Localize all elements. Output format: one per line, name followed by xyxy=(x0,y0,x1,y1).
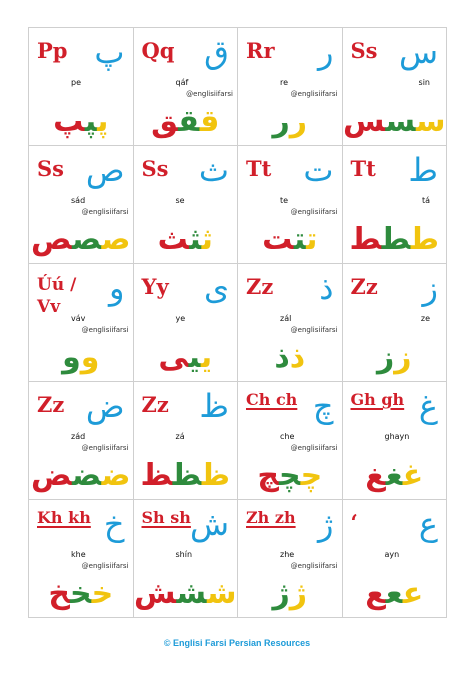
letter-card-se xyxy=(134,146,239,264)
persian-letter: ط xyxy=(408,151,438,189)
letter-name: ye xyxy=(175,314,186,323)
letter-name: khe xyxy=(71,550,86,559)
letter-forms: ثثث xyxy=(157,222,213,257)
letter-card-ze xyxy=(343,264,448,382)
letter-name: shín xyxy=(175,550,193,559)
persian-letter: غ xyxy=(418,387,438,425)
persian-letter: ث xyxy=(198,151,229,189)
latin-letters: Qq xyxy=(141,38,175,63)
letter-name: se xyxy=(175,196,185,205)
watermark-handle: @englisiifarsi xyxy=(290,208,338,216)
persian-letter: س xyxy=(398,33,438,71)
letter-forms: غغغ xyxy=(365,458,424,493)
letter-forms: ققق xyxy=(151,104,220,139)
letter-card-te xyxy=(238,146,343,264)
persian-letter: خ xyxy=(103,505,125,543)
persian-letter: ش xyxy=(189,505,229,543)
latin-letters: Gh gh xyxy=(350,390,405,409)
watermark-handle: @englisiifarsi xyxy=(81,208,129,216)
persian-letter: و xyxy=(109,269,125,307)
letter-name: sád xyxy=(71,196,86,205)
latin-letters: Úú / Vv xyxy=(37,275,77,317)
watermark-handle: @englisiifarsi xyxy=(186,90,233,98)
letter-card-shin xyxy=(134,500,239,618)
persian-letter: ق xyxy=(204,33,229,71)
letter-forms: پپپ xyxy=(53,104,109,139)
watermark-handle: @englisiifarsi xyxy=(290,444,338,452)
latin-letters: Zz xyxy=(350,274,378,299)
letter-card-qaf xyxy=(134,28,239,146)
letter-name: che xyxy=(280,432,295,441)
letter-forms: رر xyxy=(272,104,308,139)
persian-letter: ز xyxy=(422,269,438,307)
watermark-handle: @englisiifarsi xyxy=(290,90,338,98)
persian-letter: ض xyxy=(85,387,125,425)
latin-letters: Zz xyxy=(141,392,169,417)
watermark-handle: @englisiifarsi xyxy=(81,562,129,570)
letter-forms: ییی xyxy=(158,340,213,375)
letter-name: zhe xyxy=(280,550,295,559)
letter-card-sin xyxy=(343,28,448,146)
latin-letters: Ss xyxy=(350,38,378,63)
letter-name: zád xyxy=(71,432,86,441)
letter-card-re xyxy=(238,28,343,146)
letter-forms: زز xyxy=(376,340,412,375)
watermark-handle: @englisiifarsi xyxy=(290,326,338,334)
persian-letter: ذ xyxy=(319,269,334,307)
latin-letters: Ch ch xyxy=(246,390,298,409)
latin-letters: Sh sh xyxy=(141,508,191,527)
latin-letters: Ss xyxy=(141,156,169,181)
footer-credit: © Englisi Farsi Persian Resources xyxy=(163,638,311,648)
letter-forms: ششش xyxy=(134,576,237,611)
letter-card-che xyxy=(238,382,343,500)
alphabet-card-grid xyxy=(28,27,447,618)
latin-letters: Zh zh xyxy=(246,508,296,527)
persian-letter: پ xyxy=(94,33,125,71)
letter-forms: ظظظ xyxy=(140,458,231,493)
letter-forms: خخخ xyxy=(48,576,114,611)
letter-card-pe xyxy=(29,28,134,146)
letter-card-ta xyxy=(343,146,448,264)
latin-letters: Rr xyxy=(246,38,275,63)
letter-card-ye xyxy=(134,264,239,382)
letter-name: pe xyxy=(71,78,81,87)
letter-name: qáf xyxy=(175,78,189,87)
letter-name: ghayn xyxy=(384,432,410,441)
persian-letter: ت xyxy=(303,151,334,189)
letter-card-ghayn xyxy=(343,382,448,500)
letter-forms: ذذ xyxy=(274,340,306,375)
latin-letters: Tt xyxy=(350,156,376,181)
latin-letters: Zz xyxy=(246,274,274,299)
letter-forms: ژژ xyxy=(272,576,308,611)
persian-letter: ظ xyxy=(199,387,229,425)
letter-card-vav xyxy=(29,264,134,382)
letter-forms: ضضض xyxy=(31,458,131,493)
letter-card-zhe xyxy=(238,500,343,618)
latin-letters: Pp xyxy=(37,38,68,63)
latin-letters: Kh kh xyxy=(37,508,91,527)
latin-letters: ʻ xyxy=(350,510,358,535)
letter-forms: صصص xyxy=(31,222,131,257)
letter-card-khe xyxy=(29,500,134,618)
watermark-handle: @englisiifarsi xyxy=(290,562,338,570)
letter-forms: سسس xyxy=(343,104,446,139)
letter-forms: وو xyxy=(62,340,100,375)
letter-forms: ططط xyxy=(349,222,440,257)
letter-name: tá xyxy=(421,196,430,205)
persian-letter: ر xyxy=(318,33,334,71)
letter-name: re xyxy=(280,78,289,87)
letter-name: váv xyxy=(71,314,86,323)
letter-name: ze xyxy=(420,314,430,323)
letter-name: zá xyxy=(175,432,185,441)
letter-forms: چچچ xyxy=(257,458,323,493)
persian-letter: ژ xyxy=(318,505,334,543)
persian-letter: ع xyxy=(418,505,438,543)
letter-card-sad xyxy=(29,146,134,264)
latin-letters: Tt xyxy=(246,156,272,181)
letter-forms: ععع xyxy=(365,576,424,611)
letter-name: ayn xyxy=(384,550,400,559)
letter-card-ayn xyxy=(343,500,448,618)
latin-letters: Zz xyxy=(37,392,65,417)
letter-card-za xyxy=(134,382,239,500)
persian-letter: ی xyxy=(203,269,229,307)
latin-letters: Yy xyxy=(141,274,169,299)
letter-name: sin xyxy=(418,78,430,87)
letter-card-zal xyxy=(238,264,343,382)
letter-forms: تتت xyxy=(262,222,318,257)
watermark-handle: @englisiifarsi xyxy=(81,326,129,334)
letter-card-zad xyxy=(29,382,134,500)
latin-letters: Ss xyxy=(37,156,64,181)
persian-letter: چ xyxy=(312,387,334,425)
watermark-handle: @englisiifarsi xyxy=(81,444,129,452)
letter-name: zál xyxy=(280,314,292,323)
letter-name: te xyxy=(280,196,289,205)
persian-letter: ص xyxy=(85,151,125,189)
